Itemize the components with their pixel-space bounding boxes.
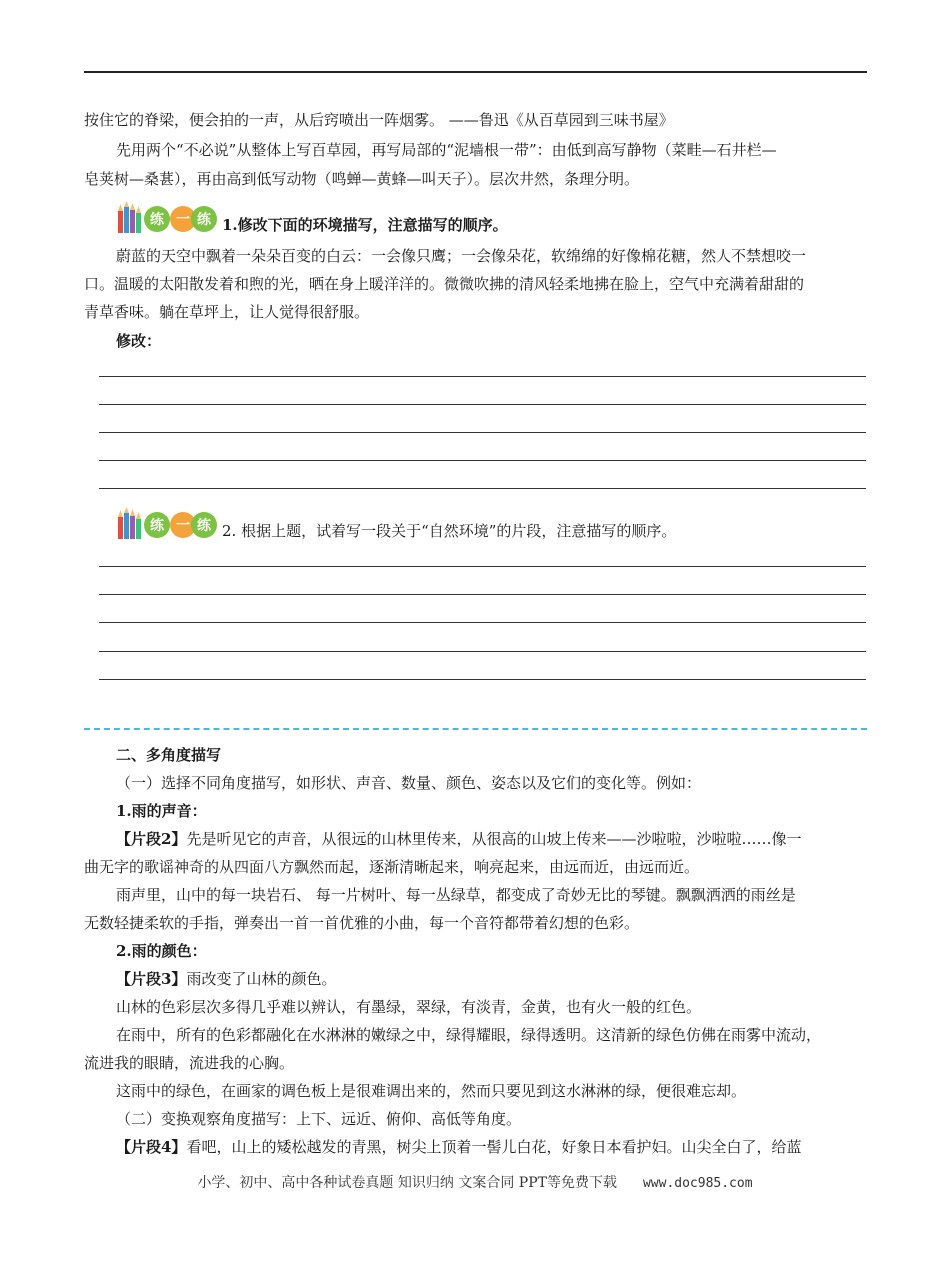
exercise-badge-2 (116, 507, 220, 541)
subsection-2: （二）变换观察角度描写：上下、远近、俯仰、高低等角度。 (116, 1110, 522, 1128)
revise-label: 修改： (116, 332, 162, 350)
exercise-1-text: 蔚蓝的天空中飘着一朵朵百变的白云：一会像只鹰；一会像朵花，软绵绵的好像棉花糖，然人不禁想咬一 (116, 247, 807, 265)
answer-line[interactable] (99, 566, 866, 567)
fragment-3-line (116, 966, 869, 993)
exercise-2-title: 2. 根据上题，试着写一段关于“自然环境”的片段，注意描写的顺序。 (222, 522, 677, 540)
section-heading: 二、多角度描写 (116, 746, 222, 764)
fragment-3-line: 山林的色彩层次多得几乎难以辨认，有墨绿，翠绿，有淡青，金黄，也有火一般的红色。 (116, 998, 702, 1016)
subsection-1: （一）选择不同角度描写，如形状、声音、数量、颜色、姿态以及它们的变化等。例如： (116, 774, 702, 792)
fragment-2-label: 【片段2】 (116, 830, 187, 848)
badge-char-left: 练 (150, 212, 164, 228)
fragment-3-line: 流进我的眼睛，流进我的心胸。 (84, 1054, 295, 1072)
exercise-1-text: 口。温暖的太阳散发着和煦的光，晒在身上暖洋洋的。微微吹拂的清风轻柔地拂在脸上，空气中充满着甜甜的 (84, 275, 805, 293)
answer-line[interactable] (99, 651, 866, 652)
answer-line[interactable] (99, 679, 866, 680)
footer-text: 小学、初中、高中各种试卷真题 知识归纳 文案合同 PPT等免费下载 (197, 1175, 617, 1191)
fragment-2-line (116, 826, 869, 853)
answer-line[interactable] (99, 622, 866, 623)
fragment-4-line (116, 1134, 869, 1161)
fragment-4-label: 【片段4】 (116, 1138, 187, 1156)
badge-char-left: 练 (150, 518, 164, 534)
answer-line[interactable] (99, 488, 866, 489)
fragment-2-text: 先是听见它的声音，从很远的山林里传来，从很高的山坡上传来——沙啦啦，沙啦啦……像一 (186, 830, 802, 848)
rain-sound-title: 1.雨的声音： (116, 802, 207, 820)
answer-line[interactable] (99, 594, 866, 595)
page-footer (0, 1172, 950, 1192)
analysis-line-1: 先用两个“不必说”从整体上写百草园，再写局部的“泥墙根一带”：由低到高写静物（菜畦—石井栏— (116, 141, 777, 159)
badge-char-right: 练 (197, 212, 211, 228)
fragment-3-text: 雨改变了山林的颜色。 (186, 970, 337, 988)
pencil-cluster-icon (116, 201, 220, 235)
section-separator (84, 728, 867, 730)
badge-char-mid: 一 (176, 212, 190, 228)
fragment-2-line: 无数轻捷柔软的手指，弹奏出一首一首优雅的小曲，每一个音符都带着幻想的色彩。 (84, 914, 640, 932)
badge-char-mid: 一 (176, 518, 190, 534)
rain-color-title: 2.雨的颜色： (116, 942, 207, 960)
fragment-3-label: 【片段3】 (116, 970, 187, 988)
fragment-2-line: 雨声里，山中的每一块岩石、 每一片树叶、每一丛绿草，都变成了奇妙无比的琴键。飘飘洒洒的雨丝是 (116, 886, 796, 904)
pencil-cluster-icon (116, 507, 220, 541)
badge-char-right: 练 (197, 518, 211, 534)
exercise-1-title: 1.修改下面的环境描写，注意描写的顺序。 (222, 216, 508, 234)
answer-line[interactable] (99, 404, 866, 405)
fragment-3-line: 在雨中，所有的色彩都融化在水淋淋的嫩绿之中，绿得耀眼，绿得透明。这清新的绿色仿佛在雨雾中流动， (116, 1026, 822, 1044)
exercise-1-text: 青草香味。躺在草坪上，让人觉得很舒服。 (84, 303, 370, 321)
answer-line[interactable] (99, 460, 866, 461)
footer-url[interactable]: www.doc985.com (642, 1176, 753, 1191)
fragment-2-line: 曲无字的歌谣神奇的从四面八方飘然而起，逐渐清晰起来，响亮起来，由远而近，由远而近。 (84, 858, 700, 876)
answer-line[interactable] (99, 376, 866, 377)
fragment-4-text: 看吧，山上的矮松越发的青黑，树尖上顶着一髻儿白花，好象日本看护妇。山尖全白了，给蓝 (186, 1138, 802, 1156)
answer-line[interactable] (99, 432, 866, 433)
fragment-3-line: 这雨中的绿色，在画家的调色板上是很难调出来的，然而只要见到这水淋淋的绿，便很难忘却。 (116, 1082, 747, 1100)
analysis-line-2: 皂荚树—桑葚），再由高到低写动物（鸣蝉—黄蜂—叫天子）。层次井然，条理分明。 (84, 170, 640, 188)
exercise-badge-1 (116, 201, 220, 235)
header-rule (84, 71, 867, 73)
quote-line: 按住它的脊梁，便会拍的一声，从后窍喷出一阵烟雾。 ——鲁迅《从百草园到三味书屋》 (84, 111, 674, 129)
